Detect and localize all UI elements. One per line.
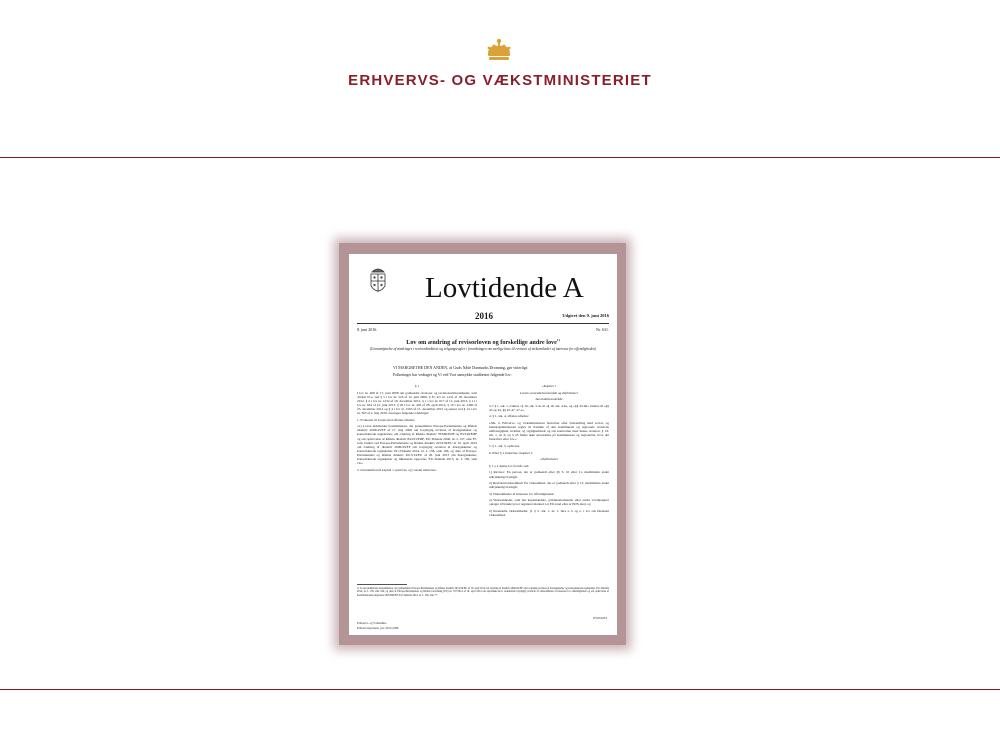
header-divider — [0, 157, 1000, 158]
footnote-divider — [357, 584, 407, 585]
title-divider — [357, 323, 609, 324]
paragraph: 1. Fodnoten til lovens titel affattes således: — [357, 417, 416, 422]
paragraph: »Definitioner — [539, 457, 559, 462]
paragraph: 6. Efter § 1 indsættes i kapitel 1: — [489, 450, 534, 455]
crown-icon — [484, 38, 514, 64]
section-heading: § 1 — [414, 384, 420, 388]
issue-date: Udgivet den 9. juni 2016 — [562, 313, 609, 318]
chapter-subheading-2: Anvendelsesområde — [535, 397, 563, 402]
paragraph: a) Virksomheder, som har kapitalandele, gældsinstrumenter eller andre værdipapirer optaget til handel på et reguleret marked i et EU-land eller et EØS-land, og — [489, 498, 609, 507]
left-column — [357, 384, 477, 474]
gazette-title: Lovtidende A — [425, 272, 584, 304]
chapter-subheading: Lovens anvendelsesområde og definitioner — [519, 390, 579, 395]
royal-intro: VI MARGRETHE DEN ANDEN, af Guds Nåde Danmarks Dronning, gør vitterligt: — [393, 365, 529, 370]
paragraph: § 1 a. I denne lov forstås ved: — [489, 463, 530, 468]
footnote: 1) Loven indeholder bestemmelser, der gennemfører Europa-Parlamentets og Rådets direktiv 2014/56/EU af 16. april 2014 om ændring af direktiv 2006/43/EF om lovpligtig revision af årsregnskaber og konsoliderede regnskaber, EU-Tidende 2014, nr. L 158, side 196, og dele af Europa-Parlamentets og Rådets forordning (EU) nr. 537/2014 af 16. april 2014 om specifikke krav vedrørende lovpligtig revision af virksomheder af interesse for offentligheden og om ophævelse af Kommissionens afgørelse 2005/909/EF, EU-Tidende 2014, nr. L 158, side 77. — [357, 587, 609, 597]
law-date: 8. juni 2016. — [357, 327, 378, 332]
law-subtitle: (Gennemførelse af ændringer i revisordirektivet og velgangsregler i forordningen om særlige krav til revision af virksomheder af interesse for offentligheden) — [369, 347, 597, 351]
paragraph: 5. § 1, stk. 5, ophæves. — [489, 444, 521, 449]
paragraph: 3. I § 1, stk. 1, ændres »§ 16, stk. 3-4« til »§ 16, stk. 4-6«, og »§§ 43-46« ændres til »§§ 43 og 44, §§ 45-47, 47 a«. — [489, 403, 609, 412]
ministry-name: ERHVERVS- OG VÆKSTMINISTERIET — [348, 72, 652, 89]
law-title-text: Lov om ændring af revisorloven og forskellige andre love — [406, 339, 557, 347]
document-page — [349, 254, 617, 635]
gazette-year: 2016 — [475, 311, 493, 321]
paragraph: »Stk. 4. Erhvervs- og vækstministeren fastsætter efter forhandling med social- og indenrigsministeren regler til fremme af den kommunale og regionale revisions uafhængighed, kvalitet og vigtighedsledt og om kontrollen med denne revision, § 16, stk. 1, nr. 6, og § 45 finder ikke anvendelse på kommunerne og regionerne, hvor det fastsætter efter lov.« — [489, 421, 609, 442]
reference-code: EV001053 — [593, 616, 607, 620]
paragraph: 2) Revisionsvirksomhed: En virksomhed, der er godkendt efter § 13, medmindre andet udtrykkeligt fremgår. — [489, 481, 609, 490]
chapter-heading: »Kapitel 1 — [541, 384, 557, 388]
enactment-formula: Folketinget har vedtaget og Vi ved Vort samtykke stadfæstet følgende lov: — [393, 372, 512, 377]
ministry-imprint: Erhvervs- og Vækstmin., — [357, 621, 388, 625]
paragraph: 3) Virksomheder af interesse for offentligheden: — [489, 491, 555, 496]
paragraph: b) finansielle virksomheder, jf. § 5, stk. 1, nr. 1, litra a, b og e, i lov om finansiel virksomhed. — [489, 509, 609, 518]
case-number: Erhvervsstyrelsen, j.nr. 2015-2386 — [357, 626, 399, 630]
paragraph: I lov nr. 468 af 17. juni 2008 om godkendte revisorer og revisionsvirksomheder, som ændret bl.a. ved § 5 i lov nr. 516 af 12. juni 2009, § 8 i lov nr. 1231 af 18. december 2012, § 2 i lov nr. 1232 af 18. december 2012, § 1 i lov nr. 617 af 12. juni 2013, § 11 i lov nr. 634 af 12. juni 2013, § 20 i lov nr. 403 af 28. april 2014, § 10 i lov nr. 1490 af 23. december 2014 og § 4 i lov nr. 1563 af 15. december 2015 og senest ved § 14 i lov nr. 393 af 2. maj 2016, foretages følgende ændringer: — [357, 390, 477, 416]
coat-of-arms-icon — [368, 264, 388, 298]
paragraph: 2. Overskriften til kapitel 1 ophæves, og i stedet indsættes: — [357, 467, 437, 472]
ministry-header — [0, 0, 1000, 157]
law-title — [349, 338, 617, 346]
law-number: Nr. 631. — [596, 327, 609, 332]
paragraph: »1) Loven indeholder bestemmelser, der gennemfører Europa-Parlamentets og Rådets direktiv 2006/43/EF af 17. maj 2006 om lovpligtig revision af årsregnskaber og konsoliderede regnskaber, om ændring af Rådets direktiv 78/660/EØF og 83/349/EØF og om ophævelse af Rådets direktiv 84/253/EØF, EU-Tidende 2006, nr. L 157, side 87, som ændret ved Europa-Parlamentets og Rådets direktiv 2014/56/EU af 16. april 2014 om ændring af direktiv 2006/43/EF om lovpligtig revision af årsregnskaber og konsoliderede regnskaber, EU-Tidende 2014, nr. L 158, side 196, og dele af Europa-Parlamentets og Rådets direktiv 2013/34/EU af 26. juni 2013 om årsregnskaber, konsoliderede regnskaber og tilhørende rapporter, EU-Tidende 2013, nr. L 182, side 19.« — [357, 424, 477, 466]
paragraph: 1) Revisor: En person, der er godkendt efter §§ 3, 10 eller 11, medmindre andet udtrykkeligt fremgår. — [489, 470, 609, 479]
right-column — [489, 384, 609, 520]
footer-divider — [0, 689, 1000, 690]
paragraph: 4. § 1, stk. 4, affattes således: — [489, 414, 529, 419]
law-title-footnote-ref: 1) — [556, 338, 560, 342]
